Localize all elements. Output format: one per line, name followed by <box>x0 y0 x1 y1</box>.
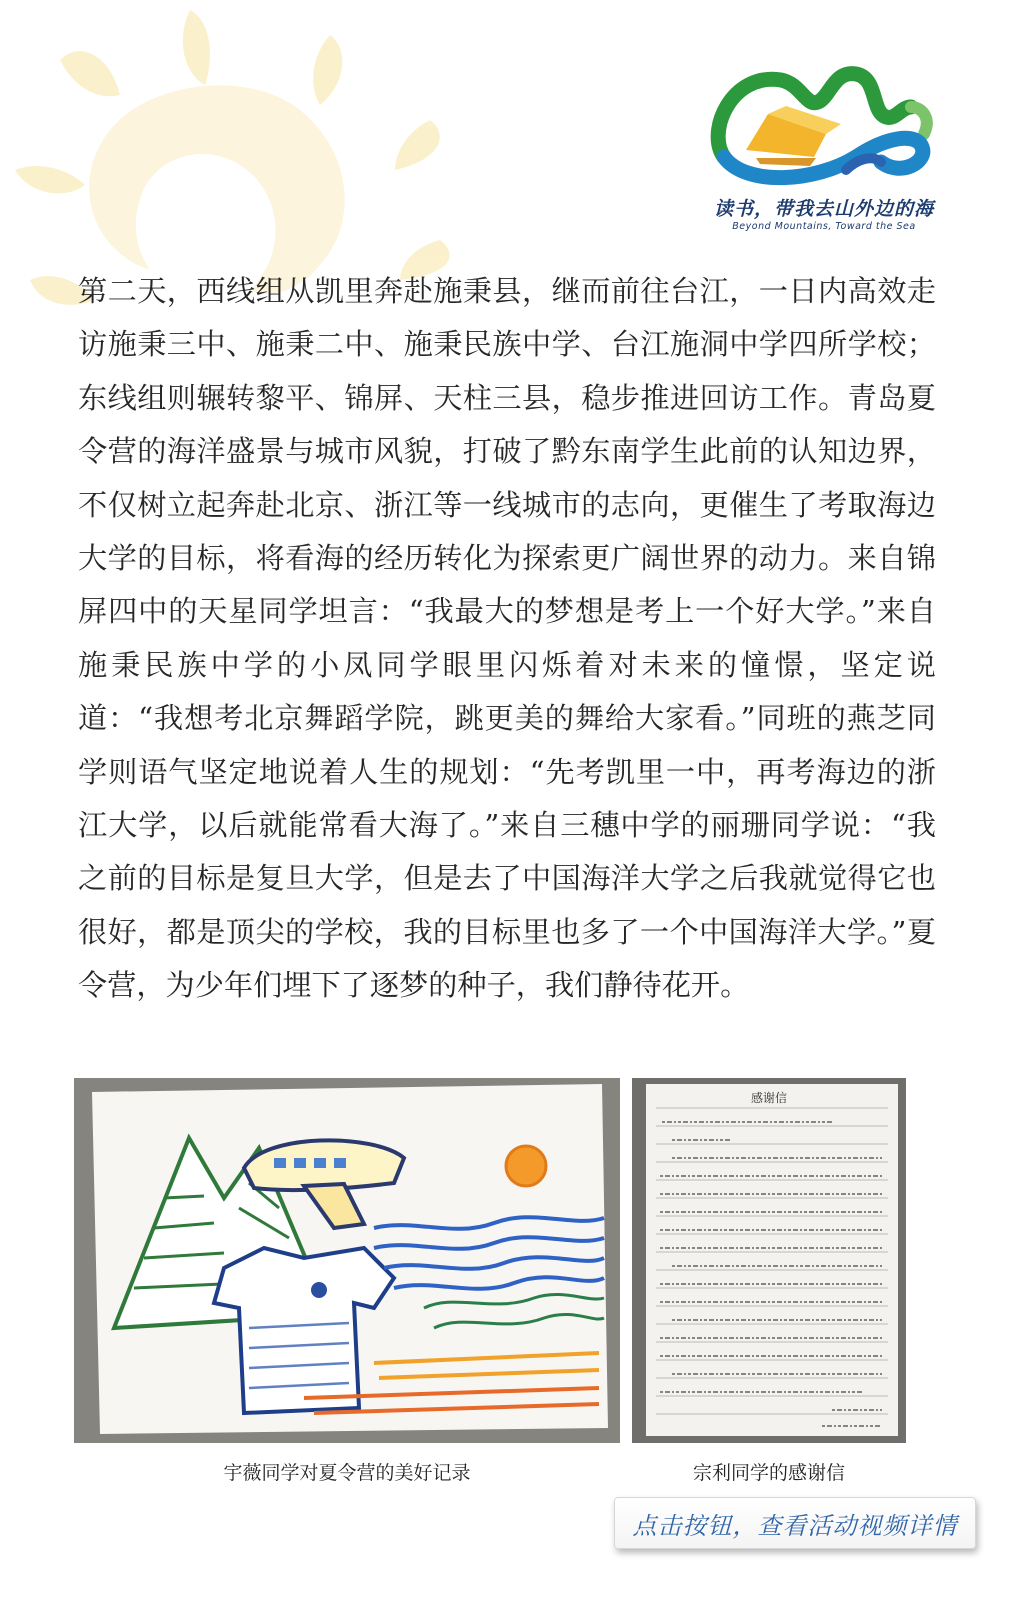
logo-slogan-en: Beyond Mountains, Toward the Sea <box>732 221 916 232</box>
letter-heading: 感谢信 <box>750 1091 788 1105</box>
mountain-sea-logo-icon <box>706 62 942 192</box>
drawing-caption: 宇薇同学对夏令营的美好记录 <box>223 1462 471 1484</box>
letter-caption: 宗利同学的感谢信 <box>692 1462 845 1484</box>
view-video-button[interactable]: 点击按钮，查看活动视频详情 <box>614 1497 976 1549</box>
letter-illustration <box>632 1078 906 1443</box>
logo-slogan-cn: 读书，带我去山外边的海 <box>713 198 934 220</box>
thank-you-letter-photo <box>632 1078 906 1443</box>
article-paragraph: 第二天，西线组从凯里奔赴施秉县，继而前往台江，一日内高效走访施秉三中、施秉二中、施秉民族中学、台江施洞中学四所学校；东线组则辗转黎平、锦屏、天柱三县，稳步推进回访工作。青岛夏令营的海洋盛景与城市风貌，打破了黔东南学生此前的认知边界，不仅树立起奔赴北京、浙江等一线城市的志向，更催生了考取海边大学的目标，将看海的经历转化为探索更广阔世界的动力。来自锦屏四中的天星同学坦言：“我最大的梦想是考上一个好大学。”来自施秉民族中学的小凤同学眼里闪烁着对未来的憧憬，坚定说道：“我想考北京舞蹈学院，跳更美的舞给大家看。”同班的燕芝同学则语气坚定地说着人生的规划：“先考凯里一中，再考海边的浙江大学，以后就能常看大海了。”来自三穗中学的丽珊同学说：“我之前的目标是复旦大学，但是去了中国海洋大学之后我就觉得它也很好，都是顶尖的学校，我的目标里也多了一个中国海洋大学。”夏令营，为少年们埋下了逐梦的种子，我们静待花开。 <box>78 274 936 1003</box>
campaign-logo <box>706 62 942 242</box>
drawing-illustration <box>74 1078 620 1443</box>
student-drawing-photo <box>74 1078 620 1443</box>
